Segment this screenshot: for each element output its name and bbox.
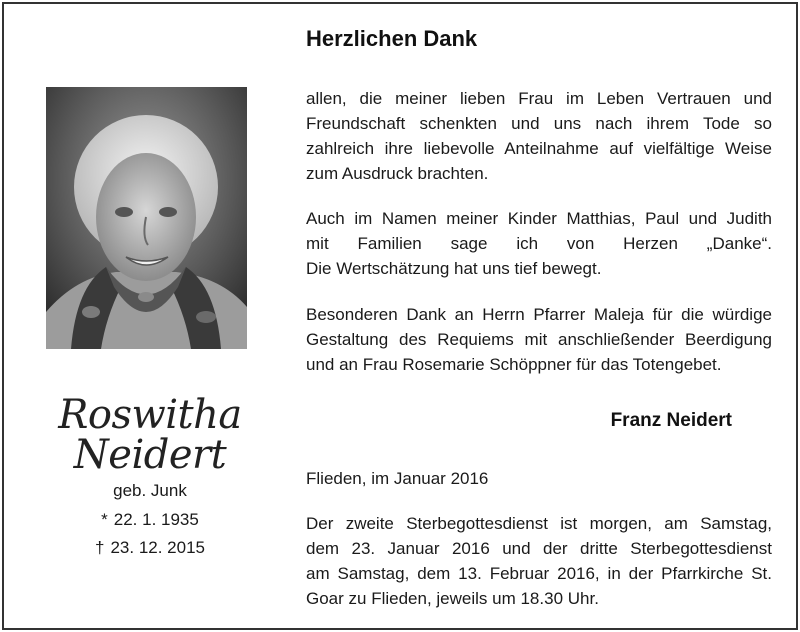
text-line: mit Familien sage ich von Herzen „Danke“. (306, 234, 772, 253)
text-line: Gestaltung des Requiems mit anschließender Beerdigung (306, 330, 772, 349)
text-line: Freundschaft schenkten und uns nach ihrem Tode so (306, 114, 772, 133)
born-name: geb. Junk (113, 481, 187, 500)
text-line: allen, die meiner lieben Frau im Leben Vertrauen und (306, 89, 772, 108)
birth-line (40, 510, 260, 530)
text-line: Goar zu Flieden, jeweils um 18.30 Uhr. (306, 589, 599, 608)
text-line: Die Wertschätzung hat uns tief bewegt. (306, 259, 602, 278)
deceased-first-name: Roswitha (58, 392, 242, 438)
text-line: Auch im Namen meiner Kinder Matthias, Paul und Judith (306, 209, 772, 228)
portrait-photo (46, 87, 247, 349)
notice-heading: Herzlichen Dank (306, 26, 478, 51)
deceased-last-name: Neidert (73, 432, 227, 478)
thanks-paragraph (306, 86, 772, 186)
text-line: Besonderen Dank an Herrn Pfarrer Maleja für die würdige (306, 305, 772, 324)
death-symbol: † (95, 538, 105, 557)
signer-name: Franz Neidert (610, 410, 732, 431)
text-line: zum Ausdruck brachten. (306, 164, 489, 183)
text-line: dem 23. Januar 2016 und der dritte Sterbegottesdienst (306, 539, 772, 558)
text-line: am Samstag, dem 13. Februar 2016, in der Pfarrkirche St. (306, 564, 772, 583)
death-line (40, 538, 260, 558)
special-thanks-paragraph (306, 302, 772, 377)
text-line: zahlreich ihre liebevolle Anteilnahme auf vielfältige Weise (306, 139, 772, 158)
death-date: 23. 12. 2015 (110, 538, 205, 557)
text-line: und an Frau Rosemarie Schöppner für das Totengebet. (306, 355, 722, 374)
place-date: Flieden, im Januar 2016 (306, 469, 489, 488)
family-paragraph (306, 206, 772, 281)
text-line: Der zweite Sterbegottesdienst ist morgen, am Samstag, (306, 514, 772, 533)
birth-date: 22. 1. 1935 (113, 510, 199, 529)
birth-symbol: * (101, 510, 108, 529)
service-paragraph (306, 511, 772, 611)
